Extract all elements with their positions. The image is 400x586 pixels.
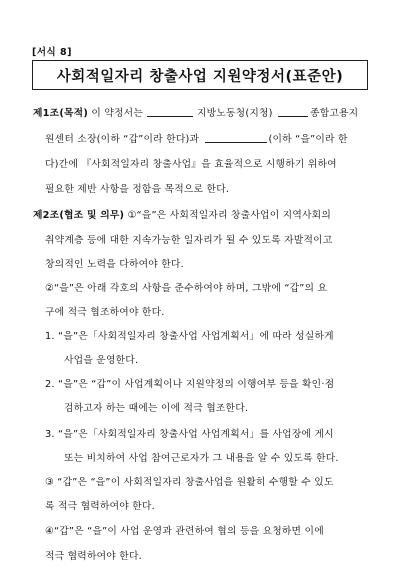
article-1-text-d: 원센터 소장(이하 “갑”이라 한다)과 bbox=[45, 134, 200, 145]
item-2-line-2: 검하고자 하는 때에는 이에 적극 협조한다. bbox=[64, 403, 249, 414]
document-title: 사회적일자리 창출사업 지원약정서(표준안) bbox=[56, 68, 344, 85]
article-2-text-1: ①“을”은 사회적일자리 창출사업이 지역사회의 bbox=[127, 210, 332, 221]
clause-3-line-1: ③ “갑”은 “을”이 사회적일자리 창출사업을 원활히 수행할 수 있도 bbox=[45, 477, 334, 488]
article-1-text-b: 지방노동청(지청) bbox=[197, 108, 273, 119]
blank-field-party bbox=[205, 133, 267, 143]
clause-2-line-1: ②“을”은 아래 각호의 사항을 준수하여야 하며, 그밖에 “갑”의 요 bbox=[45, 283, 328, 294]
item-1-line-1: 1. “을”은「사회적일자리 창출사업 사업계획서」에 따라 성실하게 bbox=[45, 331, 334, 342]
clause-3-line-2: 록 적극 협력하여야 한다. bbox=[45, 501, 155, 512]
blank-field-center bbox=[278, 107, 308, 117]
article-1-text-e: (이하 “을”이라 한 bbox=[268, 134, 348, 145]
form-label: [서식 8] bbox=[32, 47, 72, 58]
article-1-line-4: 필요한 제반 사항을 정함을 목적으로 한다. bbox=[45, 184, 230, 195]
title-box bbox=[32, 60, 368, 90]
item-3-line-1: 3. “을”은「사회적일자리 창출사업 사업계획서」를 사업장에 게시 bbox=[45, 429, 334, 440]
article-1-text-c: 종합고용지 bbox=[310, 108, 359, 119]
article-1-heading: 제1조(목적) bbox=[33, 108, 89, 119]
item-2-line-1: 2. “을”은 “갑”이 사업계획이나 지원약정의 이행여부 등을 확인·점 bbox=[45, 379, 335, 390]
clause-4-line-1: ④“갑”은 “을”이 사업 운영과 관련하여 협의 등을 요청하면 이에 bbox=[45, 526, 324, 537]
article-1-line-3: 다)간에 『사회적일자리 창출사업』을 효율적으로 시행하기 위하여 bbox=[45, 159, 337, 170]
clause-2-line-2: 구에 적극 협조하여야 한다. bbox=[45, 307, 165, 318]
clause-4-line-2: 적극 협력하여야 한다. bbox=[45, 551, 142, 562]
article-2-line-3: 창의적인 노력을 다하여야 한다. bbox=[45, 259, 184, 270]
item-3-line-2: 또는 비치하여 사업 참여근로자가 그 내용을 알 수 있도록 한다. bbox=[64, 453, 339, 464]
article-2-line-1 bbox=[33, 207, 331, 221]
article-1-line-1 bbox=[33, 105, 358, 119]
article-2-line-2: 취약계층 등에 대한 지속가능한 일자리가 될 수 있도록 자발적이고 bbox=[45, 235, 333, 246]
article-2-heading: 제2조(협조 및 의무) bbox=[33, 210, 125, 221]
blank-field-office bbox=[147, 107, 193, 117]
item-1-line-2: 사업을 운영한다. bbox=[64, 355, 139, 366]
article-1-line-2 bbox=[45, 131, 348, 145]
article-1-text-a: 이 약정서는 bbox=[91, 108, 143, 119]
